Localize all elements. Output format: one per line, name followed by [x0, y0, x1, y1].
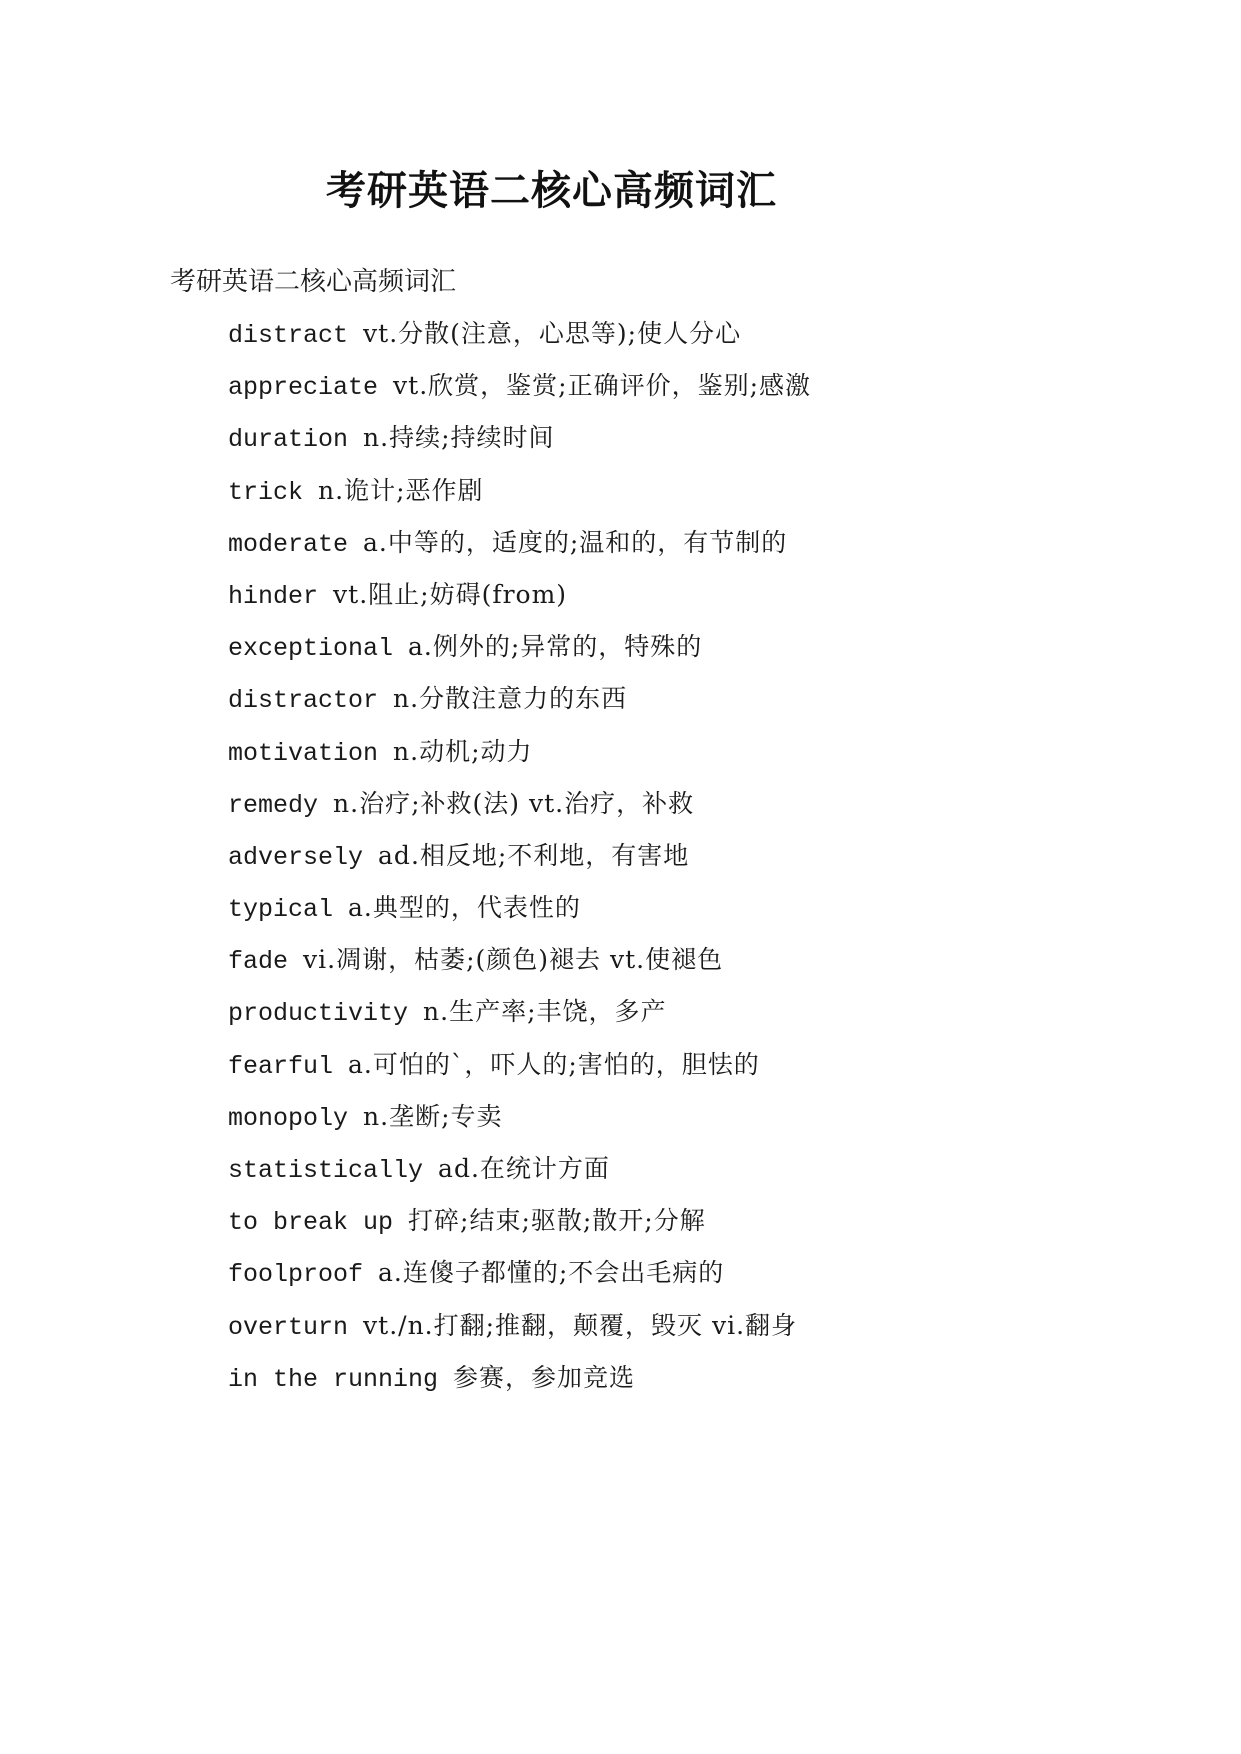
vocabulary-entry [228, 992, 1068, 1044]
vocabulary-entry [228, 627, 1068, 679]
vocabulary-entry [228, 1149, 1068, 1201]
document-subheading: 考研英语二核心高频词汇 [170, 267, 457, 297]
vocabulary-entry [228, 679, 1068, 731]
entry-definition: n.治疗;补救(法) vt.治疗，补救 [333, 788, 695, 818]
vocabulary-entry [228, 471, 1068, 523]
entry-term: moderate [228, 529, 364, 559]
document-title: 考研英语二核心高频词汇 [326, 166, 777, 214]
entry-definition: a.中等的，适度的;温和的，有节制的 [363, 527, 788, 557]
vocabulary-entry [228, 1253, 1068, 1305]
entry-definition: 打碎;结束;驱散;散开;分解 [408, 1206, 706, 1236]
entry-term: appreciate [228, 373, 394, 403]
entry-term: foolproof [228, 1260, 379, 1290]
entry-definition: vt.分散(注意，心思等);使人分心 [363, 319, 742, 348]
entry-term: duration [228, 425, 364, 455]
entry-definition: a.典型的，代表性的 [348, 893, 581, 923]
entry-term: typical [228, 895, 349, 925]
vocabulary-entry [228, 314, 1068, 366]
entry-term: overturn [228, 1312, 364, 1342]
entry-definition: n.垄断;专卖 [363, 1101, 503, 1131]
entry-definition: n.持续;持续时间 [363, 423, 555, 453]
vocabulary-entry [228, 888, 1068, 940]
entry-definition: n.诡计;恶作剧 [318, 475, 484, 505]
entry-term: in the running [228, 1364, 454, 1394]
entry-term: to break up [228, 1208, 409, 1238]
vocabulary-entry [228, 1358, 1068, 1410]
entry-definition: vi.凋谢，枯萎;(颜色)褪去 vt.使褪色 [303, 945, 724, 975]
vocabulary-list [228, 314, 1068, 1410]
vocabulary-entry [228, 836, 1068, 888]
vocabulary-entry [228, 1201, 1068, 1253]
entry-definition: a.可怕的`，吓人的;害怕的，胆怯的 [348, 1049, 760, 1079]
entry-term: distract [228, 321, 364, 350]
entry-definition: n.动机;动力 [393, 736, 533, 766]
vocabulary-entry [228, 366, 1068, 418]
vocabulary-entry [228, 575, 1068, 627]
entry-definition: a.连傻子都懂的;不会出毛病的 [378, 1258, 725, 1288]
vocabulary-entry [228, 732, 1068, 784]
entry-term: fearful [228, 1051, 349, 1081]
entry-definition: vt.欣赏，鉴赏;正确评价，鉴别;感激 [393, 371, 811, 401]
vocabulary-entry [228, 1306, 1068, 1358]
entry-definition: ad.在统计方面 [438, 1154, 610, 1183]
entry-term: adversely [228, 842, 379, 872]
entry-term: motivation [228, 738, 394, 768]
entry-term: trick [228, 477, 319, 507]
entry-term: fade [228, 947, 304, 977]
entry-term: hinder [228, 581, 334, 611]
vocabulary-entry [228, 784, 1068, 836]
entry-definition: ad.相反地;不利地，有害地 [378, 840, 690, 870]
entry-definition: 参赛，参加竞选 [453, 1362, 636, 1392]
entry-term: productivity [228, 999, 424, 1029]
entry-definition: vt./n.打翻;推翻，颠覆，毁灭 vi.翻身 [363, 1310, 798, 1340]
vocabulary-entry [228, 1097, 1068, 1149]
entry-term: distractor [228, 686, 394, 716]
entry-definition: n.生产率;丰饶，多产 [423, 997, 667, 1027]
entry-definition: vt.阻止;妨碍(from) [333, 579, 568, 609]
entry-definition: a.例外的;异常的，特殊的 [408, 632, 703, 662]
vocabulary-entry [228, 523, 1068, 575]
vocabulary-entry [228, 418, 1068, 470]
vocabulary-entry [228, 1045, 1068, 1097]
entry-term: remedy [228, 790, 334, 820]
vocabulary-entry [228, 940, 1068, 992]
entry-term: monopoly [228, 1103, 364, 1133]
entry-term: exceptional [228, 634, 409, 664]
entry-term: statistically [228, 1156, 439, 1185]
entry-definition: n.分散注意力的东西 [393, 684, 628, 714]
